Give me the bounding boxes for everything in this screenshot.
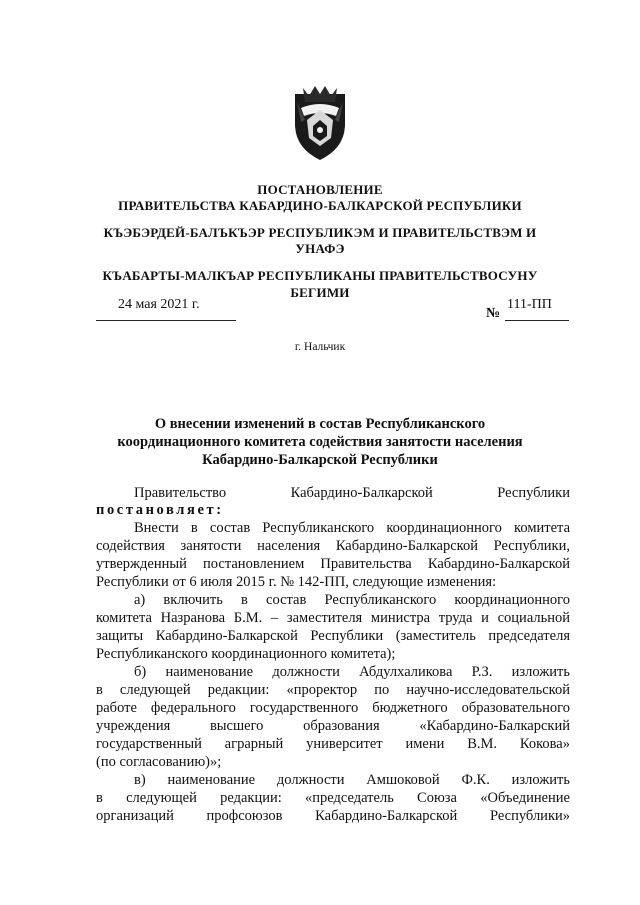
body-line: в следующей редакции: «проректор по научно-исследовательской [96,682,570,698]
body-line: б) наименование должности Абдулхаликова Р.З. изложить [134,664,570,680]
body-line: защиты Кабардино-Балкарской Республики (заместитель председателя [96,628,570,644]
body-line: содействия занятости населения Кабардино-Балкарской Республики, [96,538,570,554]
body-line: Внести в состав Республиканского координационного комитета [134,520,570,536]
document-type-heading: ПОСТАНОВЛЕНИЕ [257,182,383,197]
body-line: (по согласованию)»; [96,754,222,770]
body-line: комитета Назранова Б.М. – заместителя министра труда и социальной [96,610,570,626]
issuer-kabardian-line1: КЪЭБЭРДЕЙ-БАЛЪКЪЭР РЕСПУБЛИКЭМ И ПРАВИТЕЛЬСТВЭМ И [103,225,537,240]
body-line: Республиканского координационного комитета); [96,646,396,662]
body-line: организаций профсоюзов Кабардино-Балкарской Республики» [96,808,570,824]
body-line: в следующей редакции: «председатель Союза «Объединение [96,790,570,806]
issuer-balkar-line2: БЕГИМИ [290,285,350,300]
city-name: г. Нальчик [294,341,346,353]
body-line: Республики от 6 июля 2015 г. № 142-ПП, следующие изменения: [96,574,497,590]
body-line: работе федерального государственного бюджетного образовательного [96,700,570,716]
coat-of-arms-emblem [287,80,353,162]
body-line: в) наименование должности Амшоковой Ф.К. изложить [134,772,570,788]
document-title-line3: Кабардино-Балкарской Республики [202,452,438,468]
date-underline [96,320,236,321]
issuer-kabardian-line2: УНАФЭ [295,241,345,256]
body-line: Правительство Кабардино-Балкарской Республики [134,485,570,501]
number-underline [505,320,569,321]
document-date: 24 мая 2021 г. [118,297,200,312]
document-number: 111-ПП [507,297,552,312]
issuer-heading: ПРАВИТЕЛЬСТВА КАБАРДИНО-БАЛКАРСКОЙ РЕСПУБЛИКИ [118,198,522,213]
issuer-balkar-line1: КЪАБАРТЫ-МАЛКЪАР РЕСПУБЛИКАНЫ ПРАВИТЕЛЬСТВОСУНУ [102,268,538,283]
document-title-line2: координационного комитета содействия занятости населения [117,434,523,450]
body-line: государственный аграрный университет имени В.М. Кокова» [96,736,570,752]
document-title-line1: О внесении изменений в состав Республиканского [154,416,486,432]
body-line: утвержденный постановлением Правительства Кабардино-Балкарской [96,556,570,572]
body-line: а) включить в состав Республиканского координационного [134,592,570,608]
body-line: учреждения высшего образования «Кабардино-Балкарский [96,718,570,734]
body-line-decree: постановляет: [96,502,224,518]
number-sign: № [486,306,501,321]
